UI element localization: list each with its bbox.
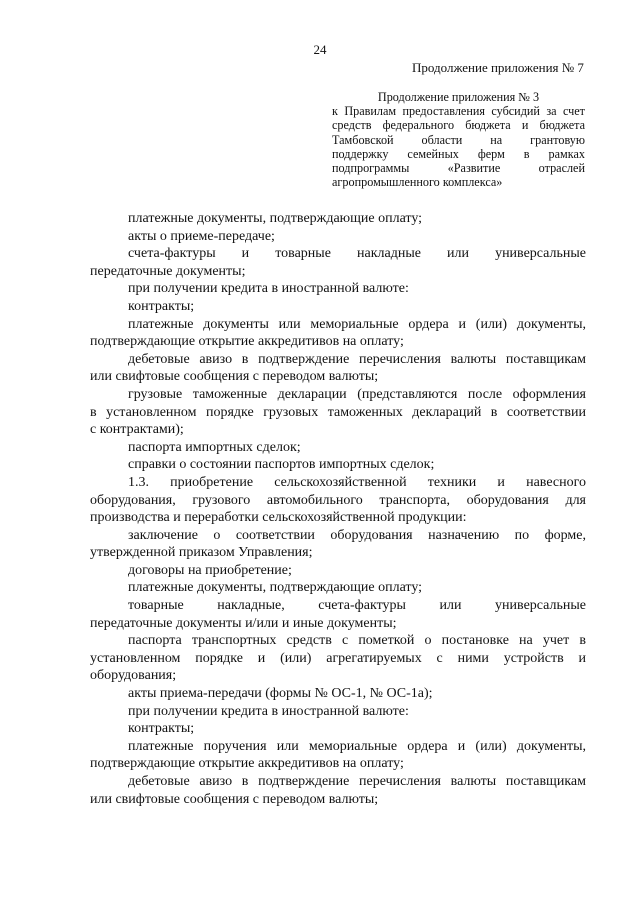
body-line: при получении кредита в иностранной валюте: — [128, 281, 409, 297]
body-line: контракты; — [128, 721, 195, 737]
body-line: счета-фактуры и товарные накладные или универсальные — [128, 246, 586, 262]
body-line: при получении кредита в иностранной валюте: — [128, 703, 409, 719]
appendix-header-line: подпрограммы «Развитие отраслей — [332, 161, 585, 176]
body-line: акты о приеме-передаче; — [128, 228, 275, 244]
body-line: грузовые таможенные декларации (представляются после оформления — [128, 386, 586, 402]
page-number: 24 — [313, 42, 327, 57]
body-line: установленном порядке и (или) агрегатируемых с ними устройств и — [90, 650, 586, 666]
body-line: договоры на приобретение; — [128, 562, 292, 578]
appendix-header-line: к Правилам предоставления субсидий за счет — [332, 104, 585, 119]
body-line: утвержденной приказом Управления; — [90, 545, 313, 561]
body-line: 1.3. приобретение сельскохозяйственной техники и навесного — [128, 474, 586, 490]
body-line: или свифтовые сообщения с переводом валюты; — [90, 791, 379, 807]
body-line: в установленном порядке грузовых таможенных деклараций в соответствии — [90, 404, 586, 420]
body-line: платежные документы, подтверждающие оплату; — [128, 580, 423, 596]
body-line: товарные накладные, счета-фактуры или универсальные — [128, 598, 586, 614]
body-line: контракты; — [128, 298, 195, 314]
appendix-header-line: Продолжение приложения № 3 — [377, 90, 540, 104]
body-line: паспорта импортных сделок; — [128, 439, 301, 455]
appendix-header-line: агропромышленного комплекса» — [332, 175, 503, 190]
body-line: платежные документы или мемориальные ордера и (или) документы, — [128, 316, 586, 332]
appendix-header-line: средств федерального бюджета и бюджета — [332, 118, 585, 133]
body-line: передаточные документы и/или и иные документы; — [90, 615, 397, 631]
body-line: акты приема-передачи (формы № ОС-1, № ОС-1а); — [128, 686, 433, 702]
body-line: передаточные документы; — [90, 263, 246, 279]
body-line: платежные документы, подтверждающие оплату; — [128, 211, 423, 226]
body-line: справки о состоянии паспортов импортных сделок; — [128, 457, 435, 473]
body-line: подтверждающие открытие аккредитивов на оплату; — [90, 334, 404, 350]
continuation-appendix-7: Продолжение приложения № 7 — [412, 60, 584, 75]
appendix-header-line: поддержку семейных ферм в рамках — [332, 146, 585, 161]
body-line: или свифтовые сообщения с переводом валюты; — [90, 369, 379, 385]
appendix-header — [332, 90, 585, 189]
body-line: подтверждающие открытие аккредитивов на оплату; — [90, 756, 404, 772]
body-line: заключение о соответствии оборудования назначению по форме, — [128, 527, 586, 543]
body-line: паспорта транспортных средств с пометкой о постановке на учет в — [128, 633, 586, 649]
body-line: производства и переработки сельскохозяйственной продукции: — [90, 510, 467, 526]
body-line: оборудования, грузового автомобильного транспорта, оборудования для — [90, 492, 586, 508]
body-line: с контрактами); — [90, 422, 184, 438]
body-line: оборудования; — [90, 668, 177, 684]
body-line: дебетовые авизо в подтверждение перечисления валюты поставщикам — [128, 774, 586, 789]
document-body — [90, 210, 586, 808]
body-line: платежные поручения или мемориальные ордера и (или) документы, — [128, 738, 586, 754]
body-line: дебетовые авизо в подтверждение перечисления валюты поставщикам — [128, 351, 586, 367]
appendix-header-line: Тамбовской области на грантовую — [332, 132, 585, 147]
